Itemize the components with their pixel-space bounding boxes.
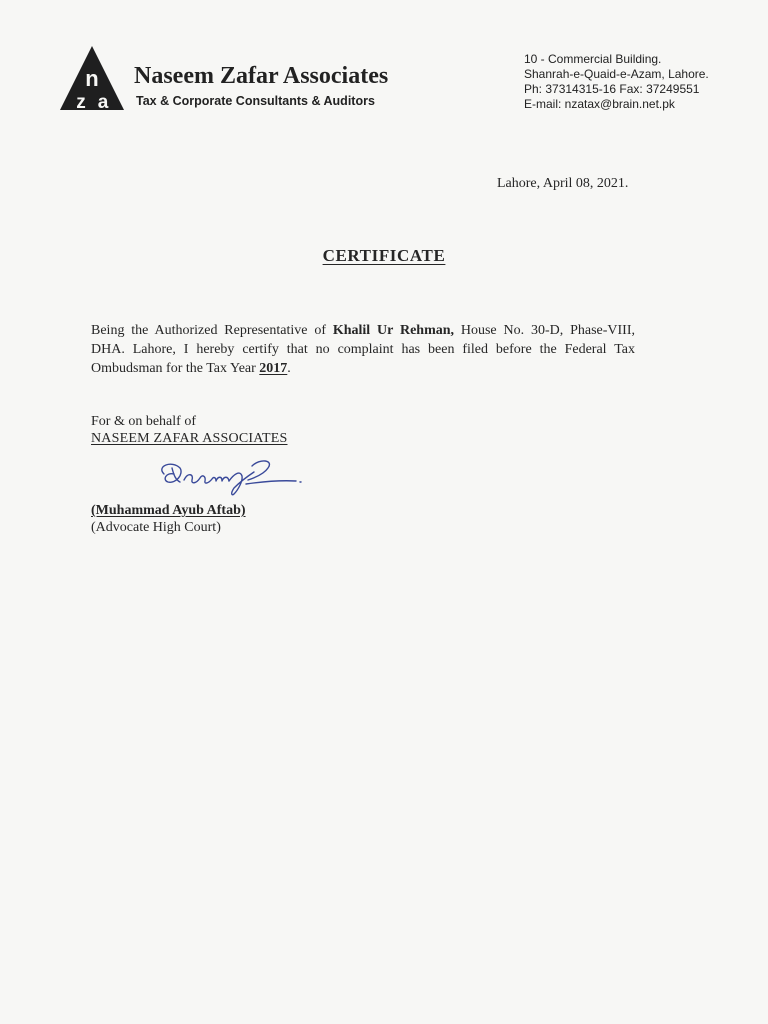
signer-title: (Advocate High Court): [91, 520, 221, 535]
logo-letter-a: a: [97, 92, 109, 112]
address-line: 10 - Commercial Building.: [524, 52, 662, 66]
firm-logo: [58, 44, 126, 112]
firm-name: Naseem Zafar Associates: [134, 63, 389, 89]
on-behalf-firm: NASEEM ZAFAR ASSOCIATES: [91, 431, 288, 446]
body-text-end: .: [287, 361, 291, 376]
on-behalf-line: For & on behalf of: [91, 414, 196, 429]
logo-letter-n: n: [85, 66, 99, 91]
body-text-main: House No. 30-D, Phase-VIII, DHA. Lahore, I hereby certify that no complaint has been filed before the Federal Tax Ombudsman for the Tax Year: [91, 323, 635, 376]
date-line: Lahore, April 08, 2021.: [497, 176, 629, 191]
email-line: E-mail: nzatax@brain.net.pk: [524, 97, 675, 111]
handwritten-signature: [150, 454, 310, 500]
logo-letter-z: z: [76, 92, 86, 112]
certificate-title-row: [0, 246, 768, 266]
tax-year: 2017: [259, 361, 288, 376]
certificate-body: [91, 321, 635, 378]
client-name: Khalil Ur Rehman,: [332, 323, 455, 338]
certificate-title: CERTIFICATE: [322, 246, 446, 265]
signer-name: (Muhammad Ayub Aftab): [91, 503, 246, 518]
body-text-intro: Being the Authorized Representative of: [91, 323, 333, 338]
address-line: Shanrah-e-Quaid-e-Azam, Lahore.: [524, 67, 709, 81]
firm-address: [524, 52, 709, 112]
firm-tagline: Tax & Corporate Consultants & Auditors: [136, 94, 375, 108]
phone-fax-line: Ph: 37314315-16 Fax: 37249551: [524, 82, 700, 96]
